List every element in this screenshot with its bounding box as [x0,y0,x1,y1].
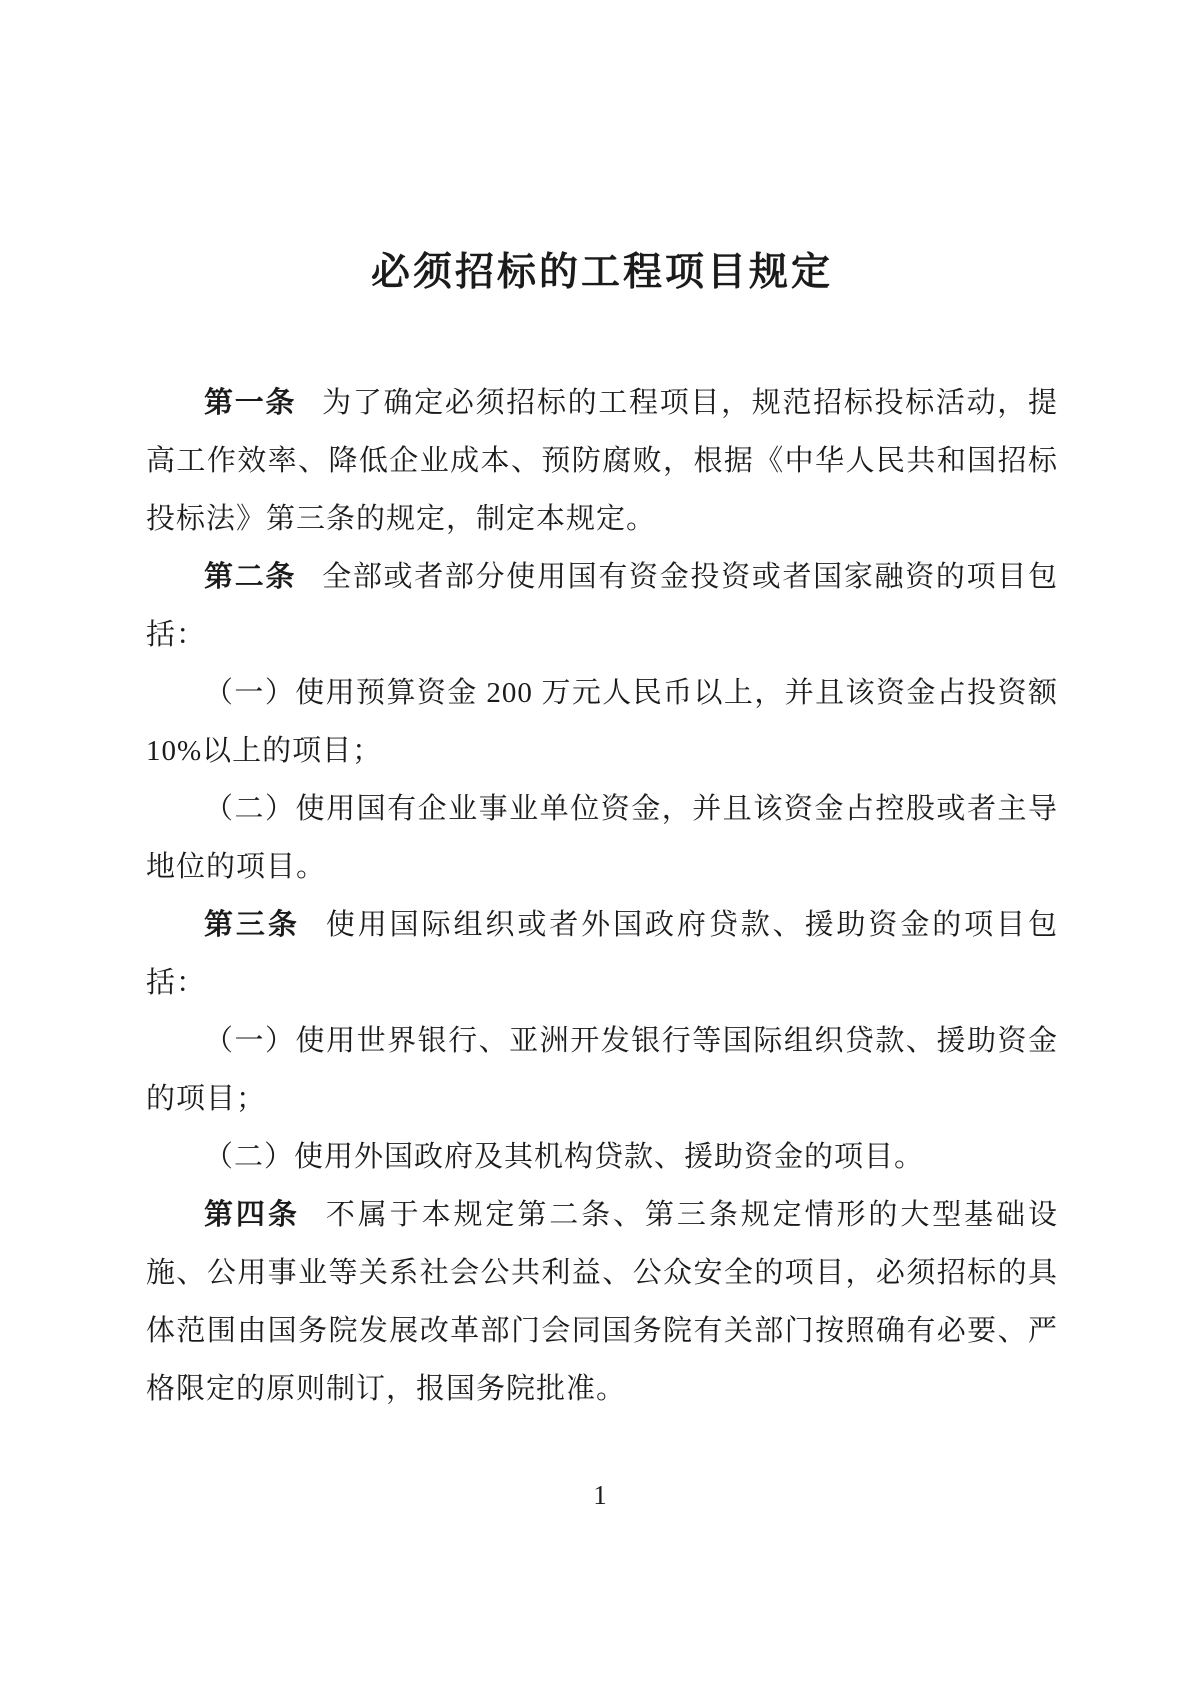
article-2-item-1-text: （一）使用预算资金 200 万元人民币以上，并且该资金占投资额 10%以上的项目； [146,677,1058,767]
article-2-text: 全部或者部分使用国有资金投资或者国家融资的项目包括： [146,561,1058,651]
article-3-label: 第三条 [204,909,300,941]
article-4-paragraph [146,1186,1058,1418]
article-2-item-2 [146,780,1058,896]
document-body [146,374,1058,1418]
article-1-text: 为了确定必须招标的工程项目，规范招标投标活动，提高工作效率、降低企业成本、预防腐败，根据《中华人民共和国招标投标法》第三条的规定，制定本规定。 [146,387,1058,535]
article-1-paragraph [146,374,1058,548]
article-3-item-2 [146,1128,1058,1186]
article-3-paragraph [146,896,1058,1012]
article-4-label: 第四条 [204,1199,300,1231]
article-2-item-1 [146,664,1058,780]
article-1-label: 第一条 [204,387,297,419]
document-title: 必须招标的工程项目规定 [370,251,833,294]
article-2-paragraph [146,548,1058,664]
article-2-label: 第二条 [204,561,297,593]
article-3-item-1-text: （一）使用世界银行、亚洲开发银行等国际组织贷款、援助资金的项目； [146,1025,1058,1115]
article-3-text: 使用国际组织或者外国政府贷款、援助资金的项目包括： [146,909,1058,999]
article-4-text: 不属于本规定第二条、第三条规定情形的大型基础设施、公用事业等关系社会公共利益、公众安全的项目，必须招标的具体范围由国务院发展改革部门会同国务院有关部门按照确有必要、严格限定的原则制订，报国务院批准。 [146,1199,1058,1405]
article-2-item-2-text: （二）使用国有企业事业单位资金，并且该资金占控股或者主导地位的项目。 [146,793,1058,883]
article-3-item-1 [146,1012,1058,1128]
article-3-item-2-text: （二）使用外国政府及其机构贷款、援助资金的项目。 [204,1141,925,1173]
page-number: 1 [593,1480,607,1510]
